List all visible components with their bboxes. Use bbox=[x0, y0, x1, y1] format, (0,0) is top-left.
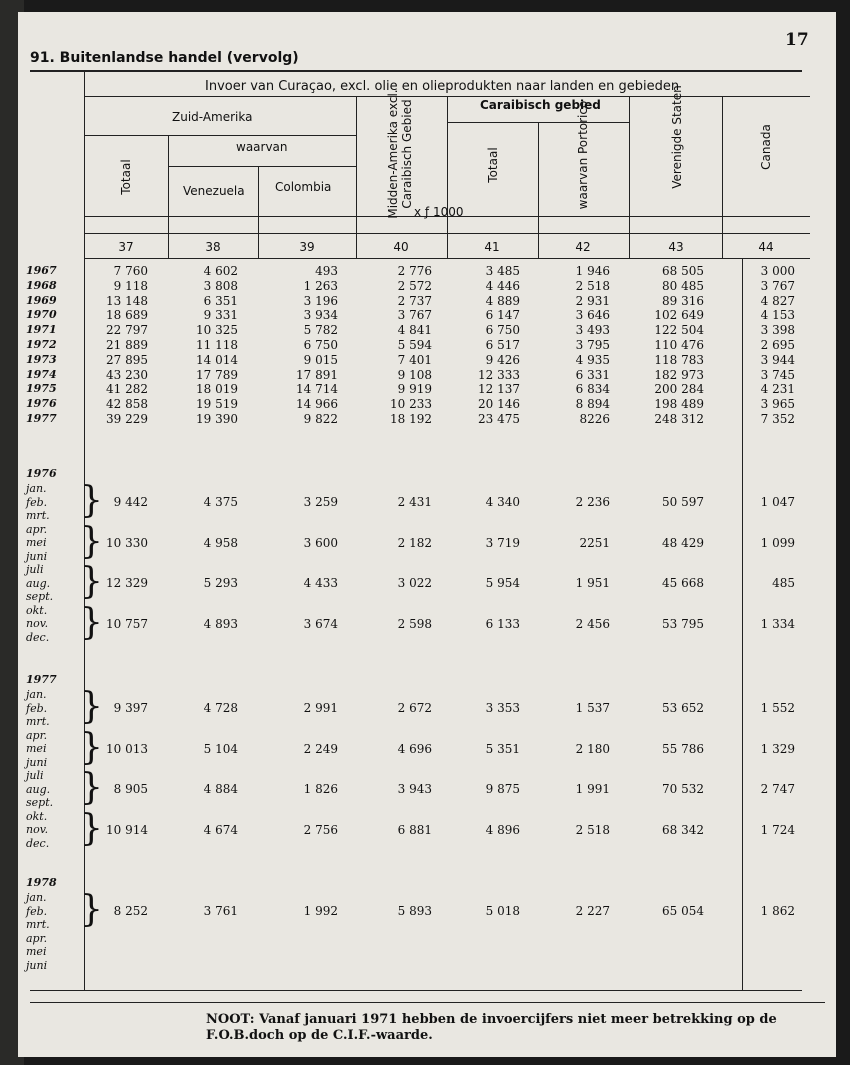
month-label: jan. bbox=[26, 482, 47, 495]
table-cell: 110 476 bbox=[654, 338, 704, 352]
table-cell: 9 397 bbox=[113, 701, 148, 715]
table-cell: 12 333 bbox=[478, 367, 520, 382]
table-cell: 2 182 bbox=[397, 535, 432, 550]
table-cell: 2 518 bbox=[575, 822, 610, 837]
table-cell: 2 672 bbox=[397, 701, 432, 715]
table-cell: 3 353 bbox=[485, 701, 520, 715]
table-cell: 4 958 bbox=[203, 535, 238, 550]
table-cell: 4 728 bbox=[203, 701, 238, 715]
bottom-rule bbox=[30, 990, 802, 991]
group-year-label: 1977 bbox=[26, 673, 57, 686]
table-cell: 5 018 bbox=[485, 904, 520, 918]
quarter-brace: } bbox=[80, 889, 103, 930]
month-label: mei bbox=[26, 742, 47, 755]
month-label: mrt. bbox=[26, 918, 50, 931]
quarter-brace: } bbox=[80, 686, 103, 727]
table-cell: 9 015 bbox=[303, 352, 338, 367]
table-cell: 6 750 bbox=[303, 338, 338, 352]
table-cell: 2 737 bbox=[397, 293, 432, 308]
table-cell: 3 493 bbox=[575, 323, 610, 338]
header-midden-amerika bbox=[386, 70, 414, 238]
header-totaal-2: Totaal bbox=[486, 147, 500, 183]
footnote: NOOT: Vanaf januari 1971 hebben de invoercijfers niet meer betrekking op de F.O.B.doch op de C.I.F.-waarde. bbox=[206, 1012, 777, 1043]
table-cell: 10 757 bbox=[106, 616, 148, 631]
header-portorico-text: waarvan Portorico bbox=[576, 100, 590, 210]
month-label: nov. bbox=[26, 823, 49, 836]
month-label: mrt. bbox=[26, 509, 50, 522]
year-label: 1967 bbox=[26, 264, 57, 277]
table-cell: 6 517 bbox=[485, 338, 520, 352]
header-colombia: Colombia bbox=[275, 180, 332, 194]
table-cell: 68 342 bbox=[662, 822, 704, 837]
table-cell: 13 148 bbox=[106, 293, 148, 308]
table-cell: 8226 bbox=[579, 412, 610, 426]
year-label: 1977 bbox=[26, 412, 57, 425]
table-cell: 50 597 bbox=[662, 495, 704, 509]
year-label: 1971 bbox=[26, 323, 57, 337]
table-title: Invoer van Curaçao, excl. olie en olieprodukten naar landen en gebieden bbox=[205, 79, 680, 94]
top-rule bbox=[30, 70, 802, 72]
table-cell: 198 489 bbox=[654, 397, 704, 412]
table-cell: 9 108 bbox=[397, 367, 432, 382]
month-label: feb. bbox=[26, 701, 48, 715]
table-cell: 485 bbox=[772, 576, 795, 590]
table-cell: 14 966 bbox=[296, 397, 338, 412]
table-cell: 4 884 bbox=[203, 782, 238, 796]
table-cell: 2 431 bbox=[397, 495, 432, 509]
table-cell: 10 330 bbox=[106, 535, 148, 550]
column-number: 43 bbox=[668, 240, 684, 254]
month-label: feb. bbox=[26, 904, 48, 918]
table-cell: 2 236 bbox=[575, 495, 610, 509]
month-label: okt. bbox=[26, 809, 48, 823]
table-cell: 21 889 bbox=[106, 338, 148, 352]
table-cell: 4 433 bbox=[303, 576, 338, 590]
table-cell: 10 233 bbox=[390, 397, 432, 412]
table-cell: 9 919 bbox=[397, 382, 432, 397]
table-cell: 4 153 bbox=[760, 308, 795, 323]
month-label: dec. bbox=[26, 836, 50, 850]
table-cell: 10 013 bbox=[106, 741, 148, 756]
table-cell: 6 750 bbox=[485, 323, 520, 338]
table-cell: 1 862 bbox=[760, 904, 795, 918]
table-cell: 5 893 bbox=[397, 904, 432, 918]
table-cell: 55 786 bbox=[662, 741, 704, 756]
table-cell: 42 858 bbox=[106, 397, 148, 412]
table-cell: 2 227 bbox=[575, 904, 610, 918]
zuid-amerika-rule bbox=[84, 135, 356, 136]
month-label: aug. bbox=[26, 782, 51, 796]
table-cell: 41 282 bbox=[106, 382, 148, 397]
table-cell: 4 827 bbox=[760, 293, 795, 308]
quarter-brace: } bbox=[80, 520, 103, 562]
table-cell: 1 537 bbox=[575, 701, 610, 715]
year-label: 1972 bbox=[26, 338, 57, 351]
table-cell: 5 782 bbox=[303, 323, 338, 338]
table-cell: 3 767 bbox=[760, 278, 795, 293]
month-label: juni bbox=[26, 549, 48, 563]
table-cell: 10 914 bbox=[106, 822, 148, 837]
table-cell: 182 973 bbox=[654, 367, 704, 382]
table-cell: 1 826 bbox=[303, 782, 338, 796]
table-cell: 45 668 bbox=[662, 576, 704, 590]
table-cell: 4 893 bbox=[203, 616, 238, 631]
table-cell: 4 375 bbox=[203, 495, 238, 509]
table-cell: 2 572 bbox=[397, 278, 432, 293]
table-cell: 4 674 bbox=[203, 822, 238, 837]
column-number: 40 bbox=[393, 240, 409, 254]
table-cell: 6 351 bbox=[203, 293, 238, 308]
table-cell: 4 896 bbox=[485, 822, 520, 837]
table-cell: 11 118 bbox=[196, 338, 238, 352]
month-label: nov. bbox=[26, 617, 49, 630]
table-cell: 39 229 bbox=[106, 412, 148, 426]
table-cell: 8 905 bbox=[113, 782, 148, 796]
table-cell: 80 485 bbox=[662, 278, 704, 293]
table-cell: 3 767 bbox=[397, 308, 432, 323]
header-portorico bbox=[576, 95, 590, 215]
header-totaal: Totaal bbox=[119, 159, 133, 195]
year-label: 1974 bbox=[26, 367, 57, 381]
quarter-brace: } bbox=[80, 480, 103, 521]
table-cell: 12 137 bbox=[478, 382, 520, 397]
table-cell: 1 991 bbox=[575, 782, 610, 796]
column-number: 44 bbox=[758, 240, 774, 254]
table-cell: 4 340 bbox=[485, 495, 520, 509]
month-label: apr. bbox=[26, 728, 48, 742]
table-cell: 2 598 bbox=[397, 616, 432, 631]
table-cell: 14 014 bbox=[196, 352, 238, 367]
table-cell: 19 519 bbox=[196, 397, 238, 412]
table-cell: 2 518 bbox=[575, 278, 610, 293]
quarter-brace: } bbox=[80, 601, 103, 643]
table-cell: 48 429 bbox=[662, 535, 704, 550]
table-cell: 17 891 bbox=[296, 367, 338, 382]
table-cell: 3 745 bbox=[760, 367, 795, 382]
table-cell: 3 259 bbox=[303, 495, 338, 509]
quarter-brace: } bbox=[80, 807, 103, 849]
col-divider-1 bbox=[168, 135, 169, 258]
table-cell: 18 689 bbox=[106, 308, 148, 323]
table-cell: 1 047 bbox=[760, 495, 795, 509]
table-cell: 2251 bbox=[579, 535, 610, 550]
table-cell: 1 334 bbox=[760, 616, 795, 631]
table-cell: 17 789 bbox=[196, 367, 238, 382]
table-cell: 4 935 bbox=[575, 352, 610, 367]
month-label: jan. bbox=[26, 891, 47, 904]
table-cell: 7 760 bbox=[113, 264, 148, 278]
table-cell: 4 231 bbox=[760, 382, 795, 397]
header-unit: x ƒ 1000 bbox=[414, 205, 464, 219]
header-verenigde-staten bbox=[670, 77, 684, 197]
table-cell: 2 747 bbox=[760, 782, 795, 796]
column-number: 38 bbox=[205, 240, 221, 254]
table-cell: 1 951 bbox=[575, 576, 610, 590]
table-cell: 3 944 bbox=[760, 352, 795, 367]
table-cell: 27 895 bbox=[106, 352, 148, 367]
table-cell: 1 329 bbox=[760, 741, 795, 756]
section-heading: 91. Buitenlandse handel (vervolg) bbox=[30, 50, 299, 66]
table-cell: 4 446 bbox=[485, 278, 520, 293]
month-label: juli bbox=[26, 563, 44, 576]
table-cell: 5 594 bbox=[397, 338, 432, 352]
table-cell: 118 783 bbox=[654, 352, 704, 367]
table-cell: 3 674 bbox=[303, 616, 338, 631]
header-zuid-amerika: Zuid-Amerika bbox=[172, 110, 253, 124]
quarter-brace: } bbox=[80, 767, 103, 808]
table-cell: 9 442 bbox=[113, 495, 148, 509]
table-cell: 3 943 bbox=[397, 782, 432, 796]
colnum-bottom-rule bbox=[84, 258, 810, 259]
month-label: apr. bbox=[26, 522, 48, 536]
table-cell: 1 724 bbox=[760, 822, 795, 837]
month-label: sept. bbox=[26, 590, 54, 603]
table-cell: 7 352 bbox=[760, 412, 795, 426]
table-cell: 23 475 bbox=[478, 412, 520, 426]
col-divider-5 bbox=[538, 122, 539, 258]
table-cell: 3 761 bbox=[203, 904, 238, 918]
column-number: 37 bbox=[118, 240, 134, 254]
table-cell: 2 180 bbox=[575, 741, 610, 756]
table-cell: 65 054 bbox=[662, 904, 704, 918]
table-cell: 9 875 bbox=[485, 782, 520, 796]
table-cell: 12 329 bbox=[106, 576, 148, 590]
table-cell: 1 992 bbox=[303, 904, 338, 918]
table-cell: 3 795 bbox=[575, 338, 610, 352]
table-cell: 3 000 bbox=[760, 264, 795, 278]
table-cell: 4 696 bbox=[397, 741, 432, 756]
table-cell: 4 841 bbox=[397, 323, 432, 338]
table-cell: 14 714 bbox=[296, 382, 338, 397]
table-cell: 2 249 bbox=[303, 741, 338, 756]
table-cell: 6 133 bbox=[485, 616, 520, 631]
month-label: okt. bbox=[26, 603, 48, 617]
table-cell: 2 695 bbox=[760, 338, 795, 352]
table-cell: 18 019 bbox=[196, 382, 238, 397]
month-label: juni bbox=[26, 755, 48, 769]
table-cell: 3 965 bbox=[760, 397, 795, 412]
col-divider-2 bbox=[258, 166, 259, 258]
table-cell: 2 776 bbox=[397, 264, 432, 278]
group-year-label: 1976 bbox=[26, 467, 57, 480]
waarvan-rule bbox=[168, 166, 356, 167]
table-cell: 3 600 bbox=[303, 535, 338, 550]
header-canada: Canada bbox=[759, 124, 773, 170]
year-label: 1973 bbox=[26, 352, 57, 366]
table-cell: 5 293 bbox=[203, 576, 238, 590]
table-cell: 19 390 bbox=[196, 412, 238, 426]
table-cell: 2 931 bbox=[575, 293, 610, 308]
table-cell: 43 230 bbox=[106, 367, 148, 382]
table-cell: 89 316 bbox=[662, 293, 704, 308]
table-cell: 1 099 bbox=[760, 535, 795, 550]
col-divider-4 bbox=[447, 96, 448, 258]
table-cell: 8 894 bbox=[575, 397, 610, 412]
header-midden-amerika-text: Midden-Amerika excl. Caraibisch Gebied bbox=[386, 89, 414, 219]
table-cell: 3 196 bbox=[303, 293, 338, 308]
table-cell: 10 325 bbox=[196, 323, 238, 338]
year-label: 1970 bbox=[26, 308, 57, 322]
month-label: mei bbox=[26, 945, 47, 958]
table-cell: 6 147 bbox=[485, 308, 520, 323]
group-year-label: 1978 bbox=[26, 876, 57, 889]
month-label: juli bbox=[26, 769, 44, 782]
column-number: 42 bbox=[575, 240, 591, 254]
month-label: juni bbox=[26, 958, 48, 972]
col-divider-3 bbox=[356, 96, 357, 258]
table-cell: 2 456 bbox=[575, 616, 610, 631]
table-cell: 9 118 bbox=[113, 278, 148, 293]
col-divider-7 bbox=[722, 96, 723, 258]
table-cell: 4 602 bbox=[203, 264, 238, 278]
year-label: 1976 bbox=[26, 397, 57, 411]
table-cell: 20 146 bbox=[478, 397, 520, 412]
table-cell: 22 797 bbox=[106, 323, 148, 338]
month-label: dec. bbox=[26, 630, 50, 644]
month-label: mrt. bbox=[26, 715, 50, 728]
table-cell: 53 652 bbox=[662, 701, 704, 715]
column-number: 39 bbox=[299, 240, 315, 254]
table-cell: 6 834 bbox=[575, 382, 610, 397]
table-cell: 4 889 bbox=[485, 293, 520, 308]
table-cell: 3 808 bbox=[203, 278, 238, 293]
table-cell: 70 532 bbox=[662, 782, 704, 796]
table-cell: 1 946 bbox=[575, 264, 610, 278]
table-cell: 9 822 bbox=[303, 412, 338, 426]
table-cell: 3 485 bbox=[485, 264, 520, 278]
quarter-brace: } bbox=[80, 561, 103, 602]
table-cell: 3 022 bbox=[397, 576, 432, 590]
table-cell: 3 398 bbox=[760, 323, 795, 338]
quarter-brace: } bbox=[80, 726, 103, 768]
table-cell: 53 795 bbox=[662, 616, 704, 631]
table-cell: 8 252 bbox=[113, 904, 148, 918]
header-venezuela: Venezuela bbox=[183, 184, 245, 198]
year-label: 1968 bbox=[26, 278, 57, 292]
table-cell: 5 104 bbox=[203, 741, 238, 756]
table-cell: 3 719 bbox=[485, 535, 520, 550]
table-cell: 3 934 bbox=[303, 308, 338, 323]
table-cell: 493 bbox=[315, 264, 338, 278]
table-cell: 6 881 bbox=[397, 822, 432, 837]
table-cell: 2 756 bbox=[303, 822, 338, 837]
table-cell: 2 991 bbox=[303, 701, 338, 715]
month-label: apr. bbox=[26, 931, 48, 945]
year-label: 1975 bbox=[26, 382, 57, 396]
table-cell: 5 954 bbox=[485, 576, 520, 590]
header-waarvan: waarvan bbox=[236, 140, 288, 154]
table-cell: 3 646 bbox=[575, 308, 610, 323]
page-number: 17 bbox=[785, 30, 809, 50]
table-cell: 18 192 bbox=[390, 412, 432, 426]
table-cell: 9 331 bbox=[203, 308, 238, 323]
table-cell: 9 426 bbox=[485, 352, 520, 367]
month-label: jan. bbox=[26, 688, 47, 701]
table-cell: 5 351 bbox=[485, 741, 520, 756]
document-page bbox=[18, 12, 836, 1057]
month-label: mei bbox=[26, 536, 47, 549]
table-cell: 1 552 bbox=[760, 701, 795, 715]
table-cell: 1 263 bbox=[303, 278, 338, 293]
bottom-rule-2 bbox=[30, 1002, 825, 1003]
column-number: 41 bbox=[484, 240, 500, 254]
month-label: sept. bbox=[26, 796, 54, 809]
table-cell: 68 505 bbox=[662, 264, 704, 278]
table-cell: 248 312 bbox=[654, 412, 704, 426]
table-cell: 102 649 bbox=[654, 308, 704, 323]
month-label: feb. bbox=[26, 495, 48, 509]
table-cell: 122 504 bbox=[654, 323, 704, 338]
year-label: 1969 bbox=[26, 293, 57, 307]
header-caraibisch: Caraibisch gebied bbox=[480, 98, 601, 112]
table-cell: 7 401 bbox=[397, 352, 432, 367]
month-label: aug. bbox=[26, 576, 51, 590]
col-divider-6 bbox=[629, 96, 630, 258]
header-verenigde-staten-text: Verenigde Staten bbox=[670, 85, 684, 189]
table-cell: 6 331 bbox=[575, 367, 610, 382]
table-cell: 200 284 bbox=[654, 382, 704, 397]
